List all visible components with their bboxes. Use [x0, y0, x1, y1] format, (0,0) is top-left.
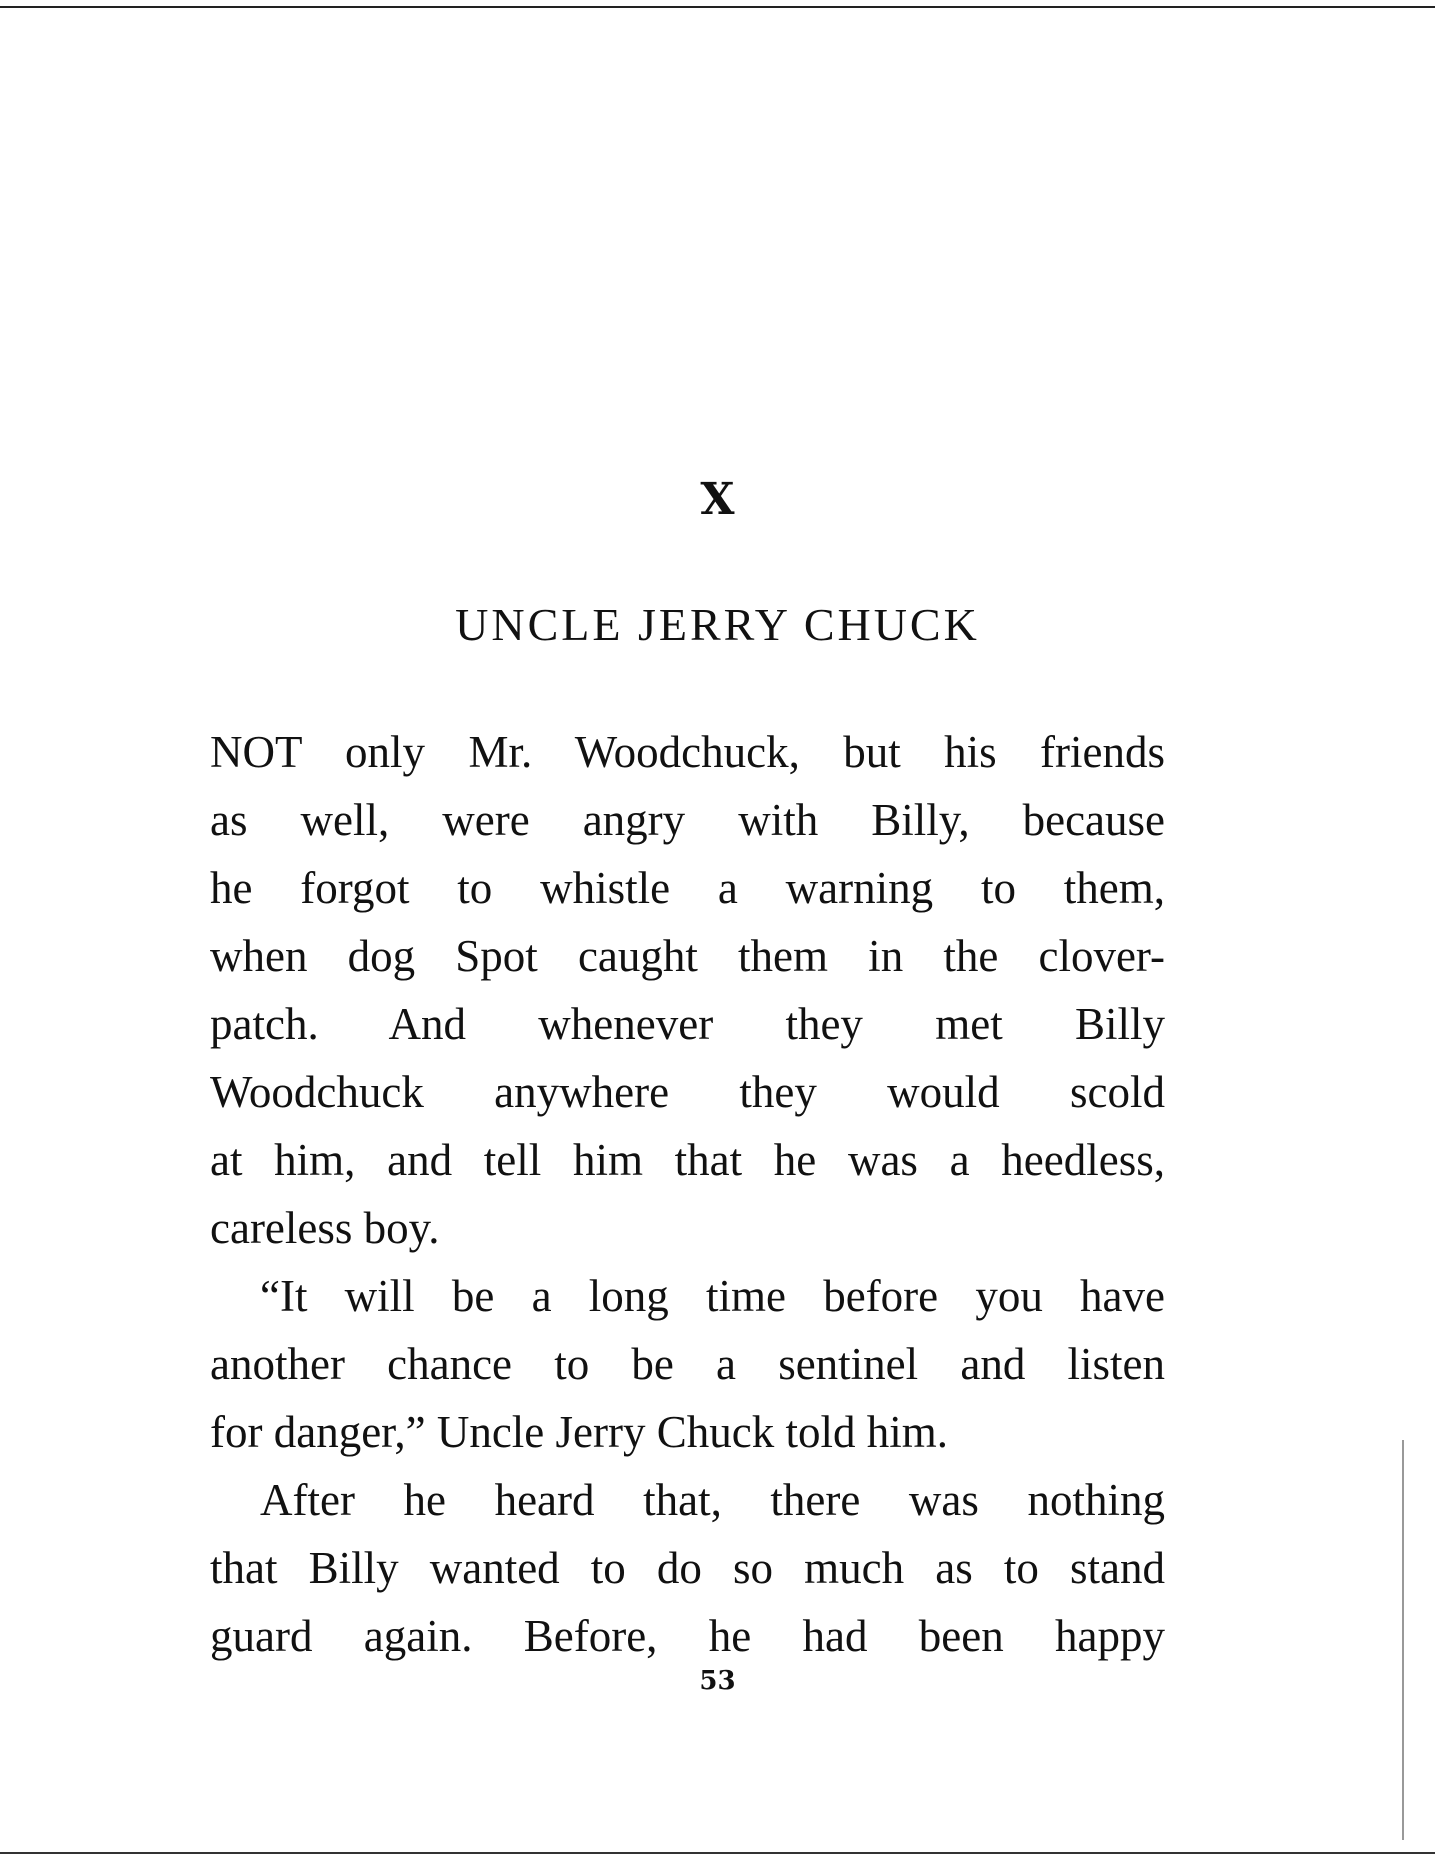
text-line: he forgot to whistle a warning to them, — [210, 863, 1165, 913]
body-text — [210, 718, 1165, 1670]
bottom-border-line — [0, 1852, 1435, 1854]
text-line: at him, and tell him that he was a heedless, — [210, 1135, 1165, 1185]
text-line: that Billy wanted to do so much as to stand — [210, 1543, 1165, 1593]
text-line: for danger,” Uncle Jerry Chuck told him. — [210, 1407, 948, 1457]
chapter-title: UNCLE JERRY CHUCK — [455, 599, 980, 650]
chapter-number: X — [700, 474, 735, 525]
text-line: NOT only Mr. Woodchuck, but his friends — [210, 727, 1165, 777]
text-line: guard again. Before, he had been happy — [210, 1611, 1165, 1661]
text-line: as well, were angry with Billy, because — [210, 795, 1165, 845]
text-line: patch. And whenever they met Billy — [210, 999, 1165, 1049]
top-border-line — [0, 6, 1435, 8]
right-edge-line — [1402, 1440, 1404, 1840]
text-line: careless boy. — [210, 1203, 440, 1253]
page-number: 53 — [699, 1666, 736, 1696]
text-line: “It will be a long time before you have — [260, 1271, 1165, 1321]
text-line: Woodchuck anywhere they would scold — [210, 1067, 1165, 1117]
text-line: another chance to be a sentinel and listen — [210, 1339, 1165, 1389]
text-line: when dog Spot caught them in the clover- — [210, 931, 1165, 981]
text-line: After he heard that, there was nothing — [260, 1475, 1165, 1525]
